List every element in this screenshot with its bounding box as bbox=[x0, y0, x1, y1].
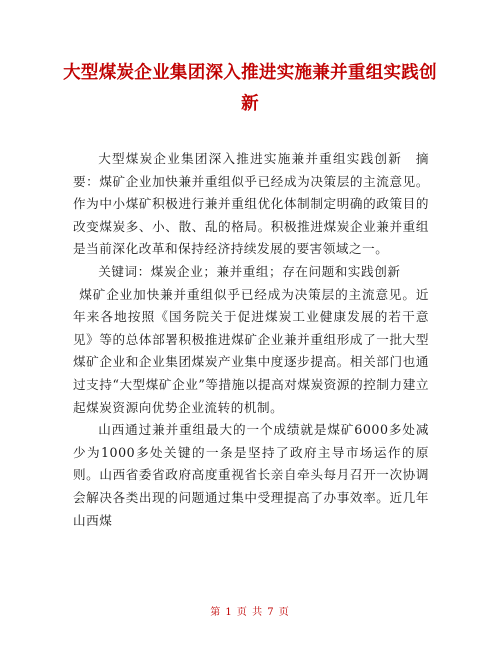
document-title: 大型煤炭企业集团深入推进实施兼并重组实践创新 bbox=[63, 63, 437, 114]
paragraph-abstract: 大型煤炭企业集团深入推进实施兼并重组实践创新 摘要：煤矿企业加快兼并重组似乎已经成为决策层的主流意见。作为中小煤矿积极进行兼并重组优化体制制定明确的政策目的改变煤炭多、小、散、乱的格局。积极推进煤炭企业兼并重组是当前深化改革和保持经济持续发展的要害领域之一。 bbox=[73, 151, 429, 257]
page-number: 第 1 页 共 7 页 bbox=[210, 607, 290, 618]
paragraph-intro: 煤矿企业加快兼并重组似乎已经成为决策层的主流意见。近年来各地按照《国务院关于促进煤炭工业健康发展的若干意见》等的总体部署积极推进煤矿企业兼并重组形成了一批大型煤矿企业和企业集团煤炭产业集中度逐步提高。相关部门也通过支持“大型煤矿企业”等措施以提高对煤炭资源的控制力建立起煤炭资源向优势企业流转的机制。 bbox=[73, 286, 429, 415]
paragraph-shanxi: 山西通过兼并重组最大的一个成绩就是煤矿6000多处减少为1000多处关键的一条是坚持了政府主导市场运作的原则。山西省委省政府高度重视省长亲自牵头每月召开一次协调会解决各类出现的问题通过集中受理提高了办事效率。近几年山西煤 bbox=[73, 422, 429, 528]
paragraph-keywords: 关键词：煤炭企业；兼并重组；存在问题和实践创新 bbox=[98, 263, 401, 279]
document-body bbox=[73, 148, 429, 532]
